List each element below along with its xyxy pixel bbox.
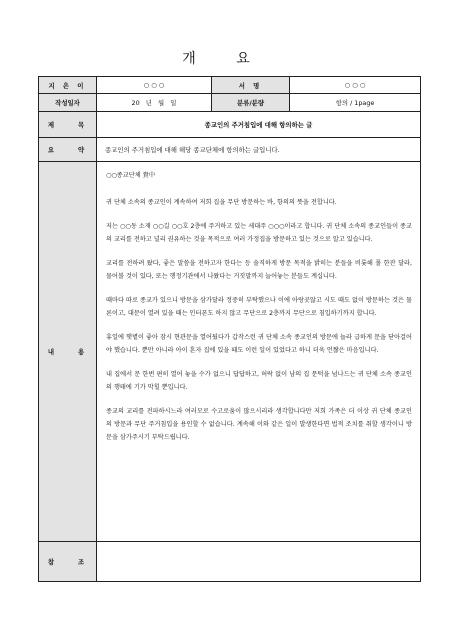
summary-label: 요 약 (39, 138, 97, 162)
content-paragraph: 내 집에서 문 한번 편히 열어 놓을 수가 없으니 답답하고, 허락 없이 남의 집 문턱을 넘나드는 귀 단체 소속 종교인의 행태에 기가 막힐 뿐입니다. (106, 371, 413, 391)
subject-label: 제 목 (39, 112, 97, 138)
document-title: 개 요 (182, 51, 268, 67)
content-paragraph: ○○종교단체 貴中 (106, 172, 156, 179)
subject-value: 종교인의 주거침입에 대해 항의하는 글 (97, 112, 421, 138)
content-paragraph: 교리를 전하려 왔다, 좋은 말씀을 전하고자 한다는 등 솔직하게 방문 목적을 밝히는 분들을 비롯해 폴 한잔 달라, 물어볼 것이 있다, 또는 행정기관에서 나왔다는 거짓말까지 늘어놓는 분들도 계십니다. (106, 260, 413, 280)
content-paragraph: 저는 ○○동 소재 ○○길 ○○호 2층에 주거하고 있는 세대주 ○○○이라고 합니다. 귀 단체 소속의 종교인들이 종교의 교리를 전하고 널리 권유하는 것을 목적으로 여러 가정집을 방문하고 있는 것으로 알고 있습니다. (106, 223, 413, 243)
date-value: 20 년 월 일 (97, 94, 212, 112)
content-paragraph: 귀 단체 소속의 종교인이 계속하여 저희 집을 무단 방문하는 바, 항의의 뜻을 전합니다. (106, 199, 337, 206)
content-paragraph: 휴일에 햇볕이 좋아 잠시 현관문을 열어뒀다가 갑작스런 귀 단체 소속 종교인의 방문에 놀라 급하게 문을 닫아걸어야 했습니다. 뿐만 아니라 아이 혼자 집에 있을 때도 이런 일이 있었다고 하니 더욱 언짢은 마음입니다. (106, 334, 413, 354)
reference-label: 참 조 (39, 542, 97, 582)
target-value: ○ ○ ○ (290, 77, 421, 94)
category-label: 분류/분량 (212, 94, 290, 112)
target-label: 서 명 (212, 77, 290, 94)
author-label: 지 은 이 (39, 77, 97, 94)
date-label: 작성일자 (39, 94, 97, 112)
category-value: 항의 / 1page (290, 94, 421, 112)
reference-value (97, 542, 421, 582)
content-label: 내 용 (39, 162, 97, 542)
content-paragraph: 종교의 교리를 전파하시느라 여러모로 수고로움이 많으시리라 생각합니다만 저희 가족은 더 이상 귀 단체 종교인의 방문과 무단 주거침입을 용인할 수 없습니다. 계속해 이와 같은 일이 발생한다면 법적 조치를 취할 생각이니 방문을 삼가주시기 부탁드립니다. (106, 408, 413, 441)
summary-value: 종교인의 주거침입에 대해 해당 종교단체에 항의하는 글입니다. (97, 138, 421, 162)
author-value: ○ ○ ○ (97, 77, 212, 94)
content-body (97, 162, 421, 542)
content-paragraph: 때마다 따로 종교가 있으니 방문을 삼가달라 정중히 부탁했으나 이에 아랑곳않고 시도 때도 없이 방문하는 것은 물론이고, 대문이 열려 있을 때는 인터폰도 하지 않고 무단으로 2층까지 무단으로 침입하기까지 합니다. (106, 297, 413, 317)
overview-table (38, 76, 421, 582)
